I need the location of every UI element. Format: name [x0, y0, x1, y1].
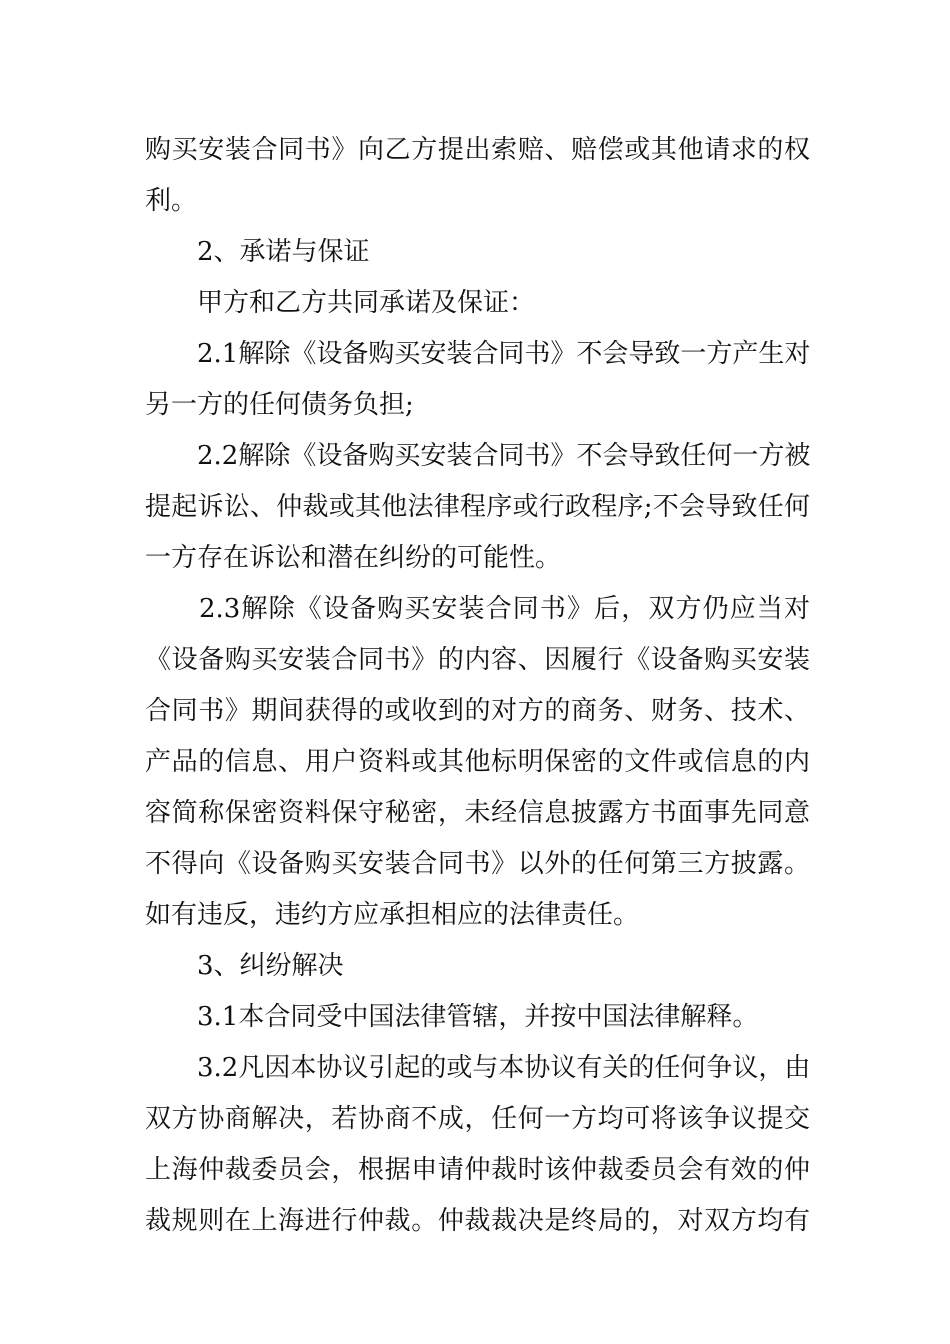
- text-line: 双方协商解决，若协商不成，任何一方均可将该争议提交: [145, 1104, 810, 1134]
- section-heading: 2、承诺与保证: [197, 237, 370, 267]
- text-line: 上海仲裁委员会，根据申请仲裁时该仲裁委员会有效的仲: [145, 1155, 810, 1185]
- text-line: 一方存在诉讼和潜在纠纷的可能性。: [145, 543, 562, 573]
- text-line: 合同书》期间获得的或收到的对方的商务、财务、技术、: [145, 696, 810, 726]
- text-line: 3.1本合同受中国法律管辖，并按中国法律解释。: [197, 1002, 759, 1032]
- section-heading: 3、纠纷解决: [197, 951, 344, 981]
- text-line: 甲方和乙方共同承诺及保证：: [197, 288, 536, 318]
- text-line: 利。: [145, 186, 198, 216]
- text-line: 2.3解除《设备购买安装合同书》后，双方仍应当对: [199, 594, 810, 624]
- text-line: 产品的信息、用户资料或其他标明保密的文件或信息的内: [145, 747, 810, 777]
- text-line: 2.2解除《设备购买安装合同书》不会导致任何一方被: [197, 441, 810, 471]
- text-line: 提起诉讼、仲裁或其他法律程序或行政程序;不会导致任何: [145, 492, 810, 522]
- text-line: 购买安装合同书》向乙方提出索赔、赔偿或其他请求的权: [145, 135, 810, 165]
- text-line: 裁规则在上海进行仲裁。仲裁裁决是终局的，对双方均有: [145, 1206, 810, 1236]
- text-line: 另一方的任何债务负担;: [145, 390, 414, 420]
- text-line: 不得向《设备购买安装合同书》以外的任何第三方披露。: [145, 849, 810, 879]
- text-line: 2.1解除《设备购买安装合同书》不会导致一方产生对: [197, 339, 810, 369]
- text-line: 如有违反，违约方应承担相应的法律责任。: [145, 900, 640, 930]
- text-line: 3.2凡因本协议引起的或与本协议有关的任何争议，由: [197, 1053, 810, 1083]
- text-line: 《设备购买安装合同书》的内容、因履行《设备购买安装: [145, 645, 810, 675]
- text-line: 容简称保密资料保守秘密，未经信息披露方书面事先同意: [145, 798, 810, 828]
